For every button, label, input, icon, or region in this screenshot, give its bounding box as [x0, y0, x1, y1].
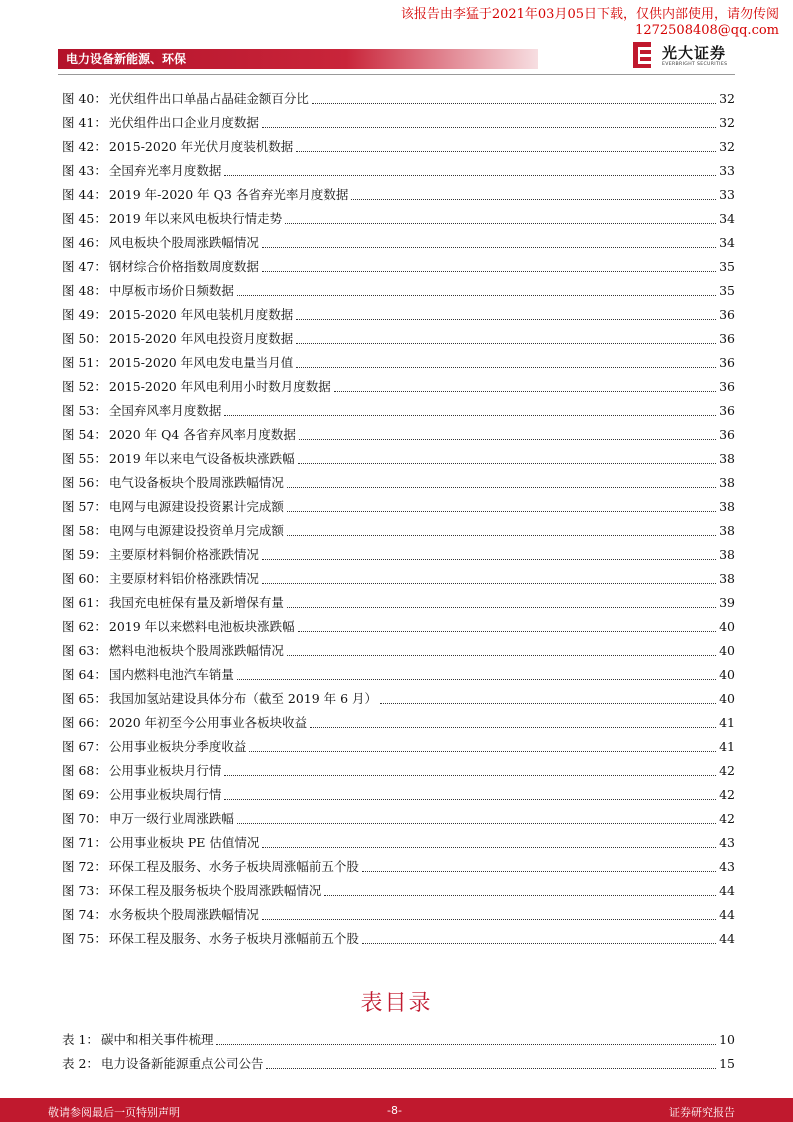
figure-toc-entry[interactable] — [62, 204, 735, 228]
figure-toc-entry[interactable] — [62, 852, 735, 876]
dot-leader — [237, 295, 716, 296]
figure-toc-entry-label: 图 43： — [62, 163, 107, 178]
figure-toc-entry-label: 图 44： — [62, 187, 107, 202]
watermark-line-1: 该报告由李猛于2021年03月05日下载，仅供内部使用，请勿传阅 — [400, 7, 779, 22]
figure-toc-entry-page-number: 36 — [719, 379, 735, 394]
figure-toc-entry-page-number: 36 — [719, 403, 735, 418]
figure-toc-entry[interactable] — [62, 660, 735, 684]
figure-toc-entry[interactable] — [62, 108, 735, 132]
figure-toc-entry-title: 电网与电源建设投资累计完成额 — [108, 499, 284, 514]
figure-toc-entry[interactable] — [62, 684, 735, 708]
dot-leader — [216, 1044, 716, 1045]
figure-toc-entry[interactable] — [62, 708, 735, 732]
figure-toc-entry[interactable] — [62, 156, 735, 180]
figure-toc-entry-label: 图 45： — [62, 211, 107, 226]
dot-leader — [262, 919, 716, 920]
figure-toc-entry-title: 光伏组件出口企业月度数据 — [108, 115, 259, 130]
dot-leader — [324, 895, 716, 896]
figure-toc-entry-title: 我国充电桩保有量及新增保有量 — [108, 595, 284, 610]
figure-toc-entry-title: 全国弃光率月度数据 — [108, 163, 222, 178]
figure-toc-entry[interactable] — [62, 612, 735, 636]
table-toc-entry-page-number: 15 — [719, 1056, 735, 1071]
figure-toc-entry[interactable] — [62, 636, 735, 660]
dot-leader — [380, 703, 716, 704]
figure-toc-entry[interactable] — [62, 564, 735, 588]
figure-toc-entry-title: 公用事业板块周行情 — [108, 787, 222, 802]
figure-toc-entry-label: 图 62： — [62, 619, 107, 634]
figure-toc-entry-label: 图 66： — [62, 715, 107, 730]
figure-toc-entry-page-number: 40 — [719, 691, 735, 706]
footer-disclaimer-note: 敬请参阅最后一页特别声明 — [48, 1106, 180, 1119]
figure-toc-entry[interactable] — [62, 372, 735, 396]
table-toc-entry-label: 表 1： — [62, 1032, 99, 1047]
dot-leader — [287, 487, 716, 488]
figure-toc-entry-label: 图 46： — [62, 235, 107, 250]
figure-toc-entry-title: 公用事业板块分季度收益 — [108, 739, 247, 754]
figure-toc-entry[interactable] — [62, 444, 735, 468]
dot-leader — [237, 679, 716, 680]
page-number: -8- — [387, 1104, 402, 1117]
figure-toc-entry-page-number: 41 — [719, 715, 735, 730]
figure-toc-entry-label: 图 65： — [62, 691, 107, 706]
figure-toc-entry-title: 主要原材料铝价格涨跌情况 — [108, 571, 259, 586]
figure-toc-entry-page-number: 33 — [719, 163, 735, 178]
figure-toc-entry[interactable] — [62, 732, 735, 756]
figure-toc-entry-label: 图 75： — [62, 931, 107, 946]
figure-toc-entry-label: 图 72： — [62, 859, 107, 874]
dot-leader — [299, 439, 716, 440]
figure-toc-entry-label: 图 69： — [62, 787, 107, 802]
figure-toc-entry-title: 2019 年-2020 年 Q3 各省弃光率月度数据 — [108, 187, 349, 202]
dot-leader — [262, 583, 716, 584]
figure-toc-entry[interactable] — [62, 804, 735, 828]
figure-toc-entry-label: 图 58： — [62, 523, 107, 538]
figure-toc-entry[interactable] — [62, 540, 735, 564]
dot-leader — [262, 847, 716, 848]
figure-toc-entry-page-number: 40 — [719, 619, 735, 634]
figure-toc-entry-title: 2020 年初至今公用事业各板块收益 — [108, 715, 308, 730]
dot-leader — [224, 415, 716, 416]
figure-toc-entry-page-number: 34 — [719, 211, 735, 226]
table-toc-entry[interactable] — [62, 1025, 735, 1049]
figure-toc-entry-label: 图 64： — [62, 667, 107, 682]
dot-leader — [287, 655, 716, 656]
download-watermark — [389, 7, 779, 39]
figure-toc-entry-page-number: 38 — [719, 523, 735, 538]
figure-toc-entry[interactable] — [62, 900, 735, 924]
figure-toc-entry[interactable] — [62, 468, 735, 492]
figure-toc-entry-title: 全国弃风率月度数据 — [108, 403, 222, 418]
figure-toc-entry-title: 环保工程及服务板块个股周涨跌幅情况 — [108, 883, 322, 898]
figure-toc-entry-label: 图 53： — [62, 403, 107, 418]
dot-leader — [262, 247, 716, 248]
figure-toc-entry-title: 中厚板市场价日频数据 — [108, 283, 234, 298]
dot-leader — [362, 943, 716, 944]
figure-toc-entry[interactable] — [62, 300, 735, 324]
header-divider — [58, 74, 735, 75]
figure-toc-entry-page-number: 32 — [719, 91, 735, 106]
figure-toc-entry[interactable] — [62, 420, 735, 444]
figure-toc-entry[interactable] — [62, 516, 735, 540]
figure-toc-entry-label: 图 54： — [62, 427, 107, 442]
figure-toc-entry-title: 2020 年 Q4 各省弃风率月度数据 — [108, 427, 296, 442]
figure-toc-entry-title: 2019 年以来风电板块行情走势 — [108, 211, 283, 226]
everbright-logo-icon — [632, 41, 654, 69]
figure-toc-entry-label: 图 74： — [62, 907, 107, 922]
company-logo — [632, 41, 736, 71]
figure-toc-entry[interactable] — [62, 228, 735, 252]
dot-leader — [262, 559, 716, 560]
figure-toc-entry-title: 燃料电池板块个股周涨跌幅情况 — [108, 643, 284, 658]
figure-toc-entry-title: 2019 年以来燃料电池板块涨跌幅 — [108, 619, 295, 634]
figure-toc-entry-page-number: 43 — [719, 835, 735, 850]
figure-toc-entry-label: 图 57： — [62, 499, 107, 514]
figure-contents-list — [62, 84, 735, 948]
footer-report-type: 证券研究报告 — [669, 1106, 735, 1119]
table-toc-entry-page-number: 10 — [719, 1032, 735, 1047]
figure-toc-entry-title: 2019 年以来电气设备板块涨跌幅 — [108, 451, 295, 466]
figure-toc-entry[interactable] — [62, 276, 735, 300]
figure-toc-entry-page-number: 36 — [719, 331, 735, 346]
figure-toc-entry-title: 我国加氢站建设具体分布（截至 2019 年 6 月） — [108, 691, 378, 706]
figure-toc-entry-page-number: 40 — [719, 667, 735, 682]
figure-toc-entry-page-number: 32 — [719, 115, 735, 130]
figure-toc-entry-page-number: 36 — [719, 427, 735, 442]
figure-toc-entry-title: 风电板块个股周涨跌幅情况 — [108, 235, 259, 250]
table-toc-entry[interactable] — [62, 1049, 735, 1073]
figure-toc-entry[interactable] — [62, 588, 735, 612]
figure-toc-entry-title: 水务板块个股周涨跌幅情况 — [108, 907, 259, 922]
dot-leader — [296, 151, 716, 152]
figure-toc-entry-title: 2015-2020 年风电利用小时数月度数据 — [108, 379, 331, 394]
figure-toc-entry[interactable] — [62, 324, 735, 348]
figure-toc-entry-page-number: 44 — [719, 883, 735, 898]
dot-leader — [296, 319, 716, 320]
figure-toc-entry[interactable] — [62, 252, 735, 276]
dot-leader — [287, 511, 716, 512]
dot-leader — [334, 391, 716, 392]
dot-leader — [298, 631, 716, 632]
figure-toc-entry-page-number: 42 — [719, 811, 735, 826]
header-band — [58, 49, 538, 69]
figure-toc-entry-title: 公用事业板块月行情 — [108, 763, 222, 778]
figure-toc-entry-page-number: 40 — [719, 643, 735, 658]
figure-toc-entry[interactable] — [62, 84, 735, 108]
figure-toc-entry-label: 图 52： — [62, 379, 107, 394]
figure-toc-entry-label: 图 56： — [62, 475, 107, 490]
figure-toc-entry-title: 2015-2020 年风电投资月度数据 — [108, 331, 294, 346]
watermark-line-2: 1272508408@qq.com — [635, 23, 779, 38]
dot-leader — [296, 343, 716, 344]
figure-toc-entry-label: 图 40： — [62, 91, 107, 106]
figure-toc-entry-page-number: 41 — [719, 739, 735, 754]
figure-toc-entry-label: 图 67： — [62, 739, 107, 754]
figure-toc-entry-title: 申万一级行业周涨跌幅 — [108, 811, 234, 826]
figure-toc-entry-page-number: 43 — [719, 859, 735, 874]
figure-toc-entry-label: 图 61： — [62, 595, 107, 610]
dot-leader — [298, 463, 716, 464]
figure-toc-entry-title: 国内燃料电池汽车销量 — [108, 667, 234, 682]
figure-toc-entry-title: 环保工程及服务、水务子板块周涨幅前五个股 — [108, 859, 359, 874]
dot-leader — [351, 199, 716, 200]
figure-toc-entry-title: 2015-2020 年风电发电量当月值 — [108, 355, 294, 370]
dot-leader — [285, 223, 716, 224]
figure-toc-entry-label: 图 68： — [62, 763, 107, 778]
figure-toc-entry-page-number: 38 — [719, 547, 735, 562]
figure-toc-entry-page-number: 38 — [719, 571, 735, 586]
figure-toc-entry[interactable] — [62, 396, 735, 420]
figure-toc-entry-title: 钢材综合价格指数周度数据 — [108, 259, 259, 274]
figure-toc-entry[interactable] — [62, 828, 735, 852]
page-footer — [0, 1098, 793, 1122]
figure-toc-entry-label: 图 50： — [62, 331, 107, 346]
figure-toc-entry-title: 公用事业板块 PE 估值情况 — [108, 835, 260, 850]
figure-toc-entry-label: 图 63： — [62, 643, 107, 658]
figure-toc-entry-page-number: 36 — [719, 307, 735, 322]
figure-toc-entry-title: 主要原材料铜价格涨跌情况 — [108, 547, 259, 562]
table-toc-entry-title: 碳中和相关事件梳理 — [100, 1032, 214, 1047]
figure-toc-entry-title: 光伏组件出口单晶占晶硅金额百分比 — [108, 91, 309, 106]
figure-toc-entry-page-number: 42 — [719, 763, 735, 778]
dot-leader — [224, 175, 716, 176]
figure-toc-entry-page-number: 35 — [719, 283, 735, 298]
figure-toc-entry-title: 电气设备板块个股周涨跌幅情况 — [108, 475, 284, 490]
dot-leader — [312, 103, 716, 104]
figure-toc-entry-page-number: 44 — [719, 931, 735, 946]
figure-toc-entry-label: 图 42： — [62, 139, 107, 154]
figure-toc-entry-page-number: 32 — [719, 139, 735, 154]
figure-toc-entry[interactable] — [62, 876, 735, 900]
figure-toc-entry-page-number: 44 — [719, 907, 735, 922]
figure-toc-entry-label: 图 55： — [62, 451, 107, 466]
figure-toc-entry-page-number: 38 — [719, 475, 735, 490]
figure-toc-entry-page-number: 38 — [719, 451, 735, 466]
figure-toc-entry[interactable] — [62, 780, 735, 804]
table-toc-entry-label: 表 2： — [62, 1056, 99, 1071]
figure-toc-entry-label: 图 71： — [62, 835, 107, 850]
dot-leader — [224, 775, 716, 776]
figure-toc-entry-label: 图 47： — [62, 259, 107, 274]
figure-toc-entry-label: 图 73： — [62, 883, 107, 898]
figure-toc-entry-page-number: 38 — [719, 499, 735, 514]
figure-toc-entry-title: 2015-2020 年光伏月度装机数据 — [108, 139, 294, 154]
dot-leader — [262, 127, 716, 128]
figure-toc-entry-page-number: 33 — [719, 187, 735, 202]
figure-toc-entry-title: 环保工程及服务、水务子板块月涨幅前五个股 — [108, 931, 359, 946]
figure-toc-entry-title: 2015-2020 年风电装机月度数据 — [108, 307, 294, 322]
logo-english-name: EVERBRIGHT SECURITIES — [662, 62, 728, 67]
figure-toc-entry-label: 图 60： — [62, 571, 107, 586]
dot-leader — [287, 607, 716, 608]
figure-toc-entry[interactable] — [62, 756, 735, 780]
dot-leader — [310, 727, 716, 728]
figure-toc-entry-title: 电网与电源建设投资单月完成额 — [108, 523, 284, 538]
figure-toc-entry[interactable] — [62, 132, 735, 156]
figure-toc-entry[interactable] — [62, 180, 735, 204]
figure-toc-entry[interactable] — [62, 492, 735, 516]
figure-toc-entry-page-number: 42 — [719, 787, 735, 802]
figure-toc-entry-page-number: 39 — [719, 595, 735, 610]
figure-toc-entry-label: 图 59： — [62, 547, 107, 562]
dot-leader — [287, 535, 716, 536]
figure-toc-entry-label: 图 70： — [62, 811, 107, 826]
figure-toc-entry-label: 图 48： — [62, 283, 107, 298]
dot-leader — [224, 799, 716, 800]
dot-leader — [237, 823, 716, 824]
figure-toc-entry-page-number: 34 — [719, 235, 735, 250]
table-contents-list — [62, 1025, 735, 1073]
dot-leader — [262, 271, 716, 272]
logo-chinese-name: 光大证券 — [662, 44, 727, 62]
figure-toc-entry[interactable] — [62, 348, 735, 372]
dot-leader — [362, 871, 716, 872]
figure-toc-entry-label: 图 51： — [62, 355, 107, 370]
figure-toc-entry-label: 图 41： — [62, 115, 107, 130]
table-contents-heading: 表目录 — [360, 991, 433, 1016]
figure-toc-entry[interactable] — [62, 924, 735, 948]
figure-toc-entry-page-number: 36 — [719, 355, 735, 370]
figure-toc-entry-page-number: 35 — [719, 259, 735, 274]
dot-leader — [266, 1068, 716, 1069]
table-toc-entry-title: 电力设备新能源重点公司公告 — [100, 1056, 264, 1071]
figure-toc-entry-label: 图 49： — [62, 307, 107, 322]
dot-leader — [296, 367, 716, 368]
report-category-title: 电力设备新能源、环保 — [66, 52, 187, 66]
dot-leader — [249, 751, 716, 752]
